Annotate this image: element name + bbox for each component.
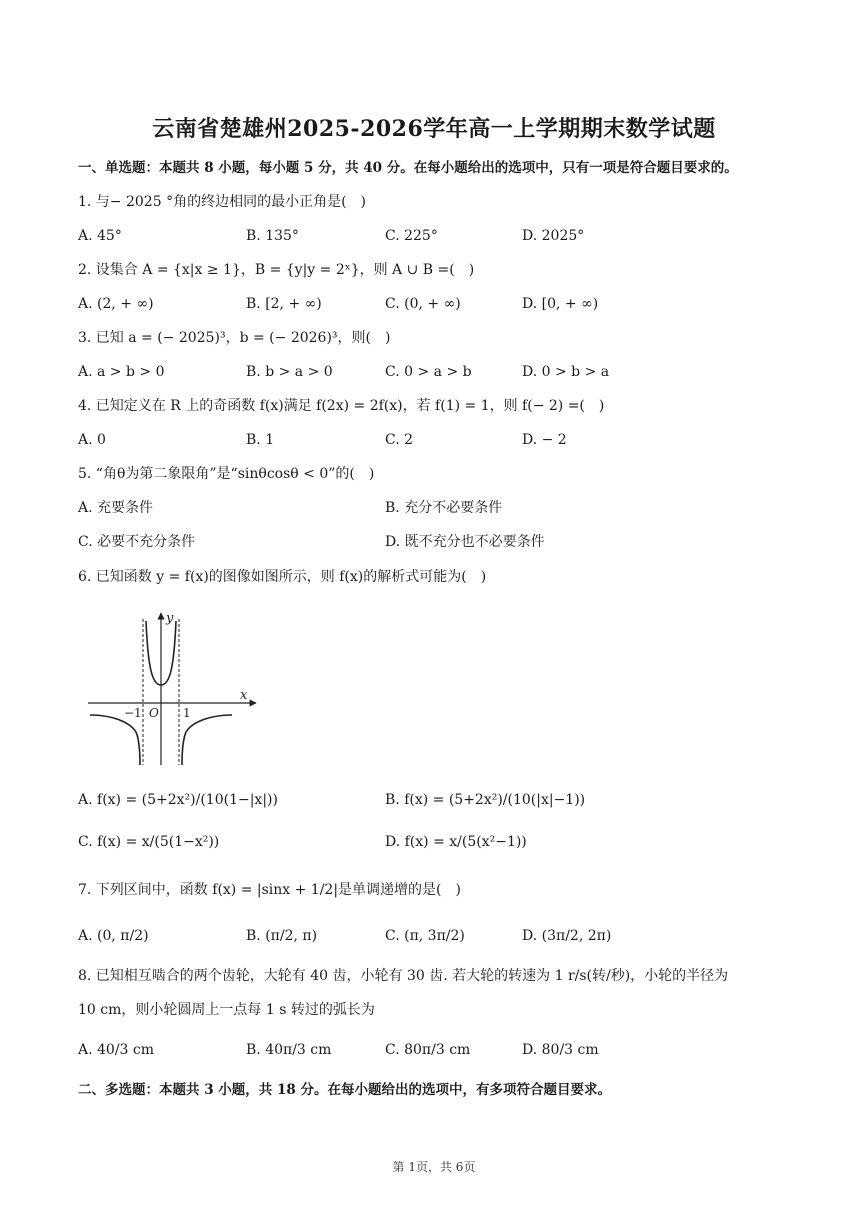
question-7-option-d: D. (3π/2, 2π)	[522, 928, 612, 944]
question-3-option-b: B. b > a > 0	[246, 364, 333, 380]
question-2-option-b: B. [2, + ∞)	[246, 296, 322, 312]
curve-left-branch	[90, 715, 140, 765]
question-2-option-a: A. (2, + ∞)	[78, 296, 154, 312]
curve-right-branch	[182, 715, 232, 765]
question-8-stem: 8. 已知相互啮合的两个齿轮，大轮有 40 齿，小轮有 30 齿. 若大轮的转速为 1 r/s(转/秒)，小轮的半径为	[78, 968, 729, 984]
question-1-option-b: B. 135°	[246, 228, 299, 244]
question-6-option-d: D. f(x) = x/(5(x²−1))	[385, 834, 527, 850]
question-1-stem: 1. 与− 2025 °角的终边相同的最小正角是( )	[78, 194, 366, 210]
question-2-option-c: C. (0, + ∞)	[385, 296, 461, 312]
question-3-option-c: C. 0 > a > b	[385, 364, 472, 380]
question-6-option-c: C. f(x) = x/(5(1−x²))	[78, 834, 220, 850]
question-4-option-d: D. − 2	[522, 432, 567, 448]
question-8-stem-continued: 10 cm，则小轮圆周上一点每 1 s 转过的弧长为	[78, 1002, 375, 1018]
page-footer: 第 1页，共 6页	[392, 1160, 476, 1174]
question-5-option-a: A. 充要条件	[78, 500, 154, 516]
question-5-option-c: C. 必要不充分条件	[78, 534, 196, 550]
question-7-stem: 7. 下列区间中，函数 f(x) = |sinx + 1/2|是单调递增的是( )	[78, 882, 461, 898]
question-7-option-c: C. (π, 3π/2)	[385, 928, 465, 944]
question-5-option-d: D. 既不充分也不必要条件	[385, 534, 545, 550]
y-axis-label: y	[166, 611, 174, 626]
question-4-option-c: C. 2	[385, 432, 414, 448]
question-5-option-b: B. 充分不必要条件	[385, 500, 503, 516]
question-6-stem: 6. 已知函数 y = f(x)的图像如图所示，则 f(x)的解析式可能为( )	[78, 569, 487, 585]
page-title: 云南省楚雄州2025-2026学年高一上学期期末数学试题	[152, 116, 716, 142]
question-1-option-a: A. 45°	[78, 228, 122, 244]
question-1-option-c: C. 225°	[385, 228, 438, 244]
function-graph	[82, 607, 262, 767]
question-6-option-a: A. f(x) = (5+2x²)/(10(1−|x|))	[78, 792, 278, 808]
question-3-option-a: A. a > b > 0	[78, 364, 165, 380]
question-8-option-b: B. 40π/3 cm	[246, 1042, 332, 1058]
question-1-option-d: D. 2025°	[522, 228, 585, 244]
section-1-heading: 一、单选题：本题共 8 小题，每小题 5 分，共 40 分。在每小题给出的选项中，只有一项是符合题目要求的。	[78, 160, 738, 176]
question-8-option-c: C. 80π/3 cm	[385, 1042, 471, 1058]
question-6-option-b: B. f(x) = (5+2x²)/(10(|x|−1))	[385, 792, 586, 808]
tick-label-neg-one: −1	[124, 706, 142, 720]
tick-label-one: 1	[183, 706, 191, 720]
question-3-stem: 3. 已知 a = (− 2025)³，b = (− 2026)³，则( )	[78, 330, 391, 346]
question-4-option-a: A. 0	[78, 432, 106, 448]
question-2-option-d: D. [0, + ∞)	[522, 296, 599, 312]
question-2-stem: 2. 设集合 A = {x|x ≥ 1}，B = {y|y = 2ˣ}，则 A ∪ B =( )	[78, 262, 475, 278]
x-axis-label: x	[240, 688, 248, 703]
question-7-option-a: A. (0, π/2)	[78, 928, 149, 944]
question-8-option-a: A. 40/3 cm	[78, 1042, 155, 1058]
question-7-option-b: B. (π/2, π)	[246, 928, 318, 944]
question-8-option-d: D. 80/3 cm	[522, 1042, 599, 1058]
question-4-stem: 4. 已知定义在 R 上的奇函数 f(x)满足 f(2x) = 2f(x)，若 f(1) = 1，则 f(− 2) =( )	[78, 398, 605, 414]
section-2-heading: 二、多选题：本题共 3 小题，共 18 分。在每小题给出的选项中，有多项符合题目要求。	[78, 1082, 611, 1098]
question-3-option-d: D. 0 > b > a	[522, 364, 610, 380]
question-4-option-b: B. 1	[246, 432, 275, 448]
question-5-stem: 5. “角θ为第二象限角”是“sinθcosθ < 0”的( )	[78, 466, 375, 482]
origin-label: O	[149, 706, 159, 720]
